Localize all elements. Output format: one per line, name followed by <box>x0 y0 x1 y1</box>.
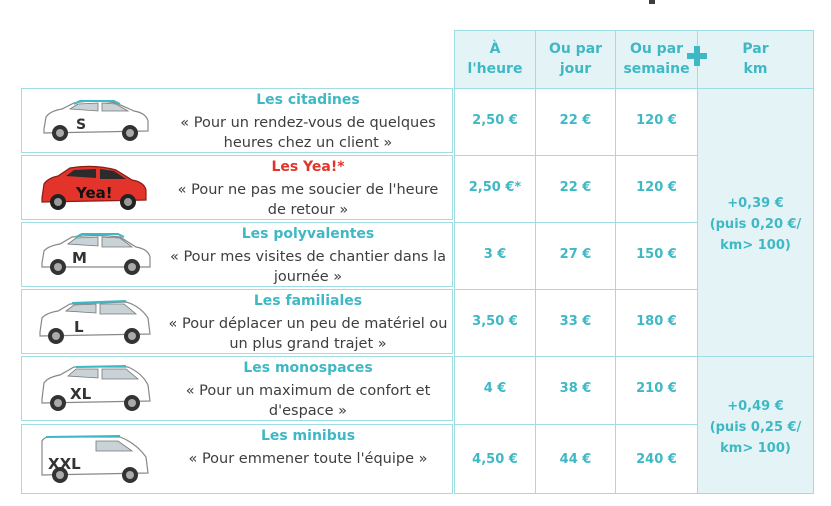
km-price-detail: (puis 0,20 €/ <box>709 217 802 232</box>
svg-text:XL: XL <box>70 385 92 403</box>
price-week: 180 € <box>636 314 677 329</box>
price-hour: 2,50 € <box>472 113 518 128</box>
car-m-icon <box>36 229 154 281</box>
price-week: 150 € <box>636 247 677 262</box>
car-yea-icon <box>36 162 154 214</box>
price-hour: 2,50 €* <box>468 180 522 195</box>
price-day: 22 € <box>559 113 592 128</box>
price-week: 120 € <box>636 113 677 128</box>
km-price-detail: (puis 0,25 €/ <box>709 420 802 435</box>
grid-line <box>697 88 814 89</box>
km-price-main: +0,39 € <box>727 196 784 211</box>
plus-icon <box>686 45 708 67</box>
row-description: « Pour déplacer un peu de matériel ou un plus grand trajet » <box>168 316 448 352</box>
row-title: Les Yea!* <box>271 159 345 175</box>
row-title: Les familiales <box>253 293 363 309</box>
column-header-hour: À l'heure <box>467 41 523 77</box>
price-hour: 4 € <box>483 381 507 396</box>
price-hour: 3 € <box>483 247 507 262</box>
price-day: 22 € <box>559 180 592 195</box>
car-l-icon <box>36 296 154 348</box>
row-title: Les monospaces <box>243 360 373 376</box>
price-week: 210 € <box>636 381 677 396</box>
price-week: 240 € <box>636 452 677 467</box>
price-week: 120 € <box>636 180 677 195</box>
row-title: Les citadines <box>256 92 360 108</box>
price-day: 44 € <box>559 452 592 467</box>
km-price-detail: km> 100) <box>720 238 791 253</box>
price-day: 27 € <box>559 247 592 262</box>
grid-line <box>454 424 697 425</box>
price-day: 33 € <box>559 314 592 329</box>
row-description: « Pour ne pas me soucier de l'heure de retour » <box>177 182 439 218</box>
row-description: « Pour emmener toute l'équipe » <box>188 451 428 467</box>
table-row <box>21 222 453 287</box>
row-title: Les polyvalentes <box>241 226 375 242</box>
column-header-km: Par km <box>742 41 769 77</box>
price-hour: 3,50 € <box>472 314 518 329</box>
km-price-group <box>697 193 814 256</box>
table-row <box>21 155 453 220</box>
svg-text:S: S <box>76 117 87 133</box>
price-day: 38 € <box>559 381 592 396</box>
top-edge-mark <box>649 0 655 4</box>
km-price-detail: km> 100) <box>720 441 791 456</box>
table-row <box>21 424 453 494</box>
km-price-main: +0,49 € <box>727 399 784 414</box>
svg-text:XXL: XXL <box>48 455 81 473</box>
svg-text:Yea!: Yea! <box>76 184 113 202</box>
row-title: Les minibus <box>260 428 356 444</box>
svg-text:M: M <box>72 249 87 267</box>
row-description: « Pour un maximum de confort et d'espace » <box>185 383 431 419</box>
row-description: « Pour un rendez-vous de quelques heures chez un client » <box>180 115 436 151</box>
row-description: « Pour mes visites de chantier dans la journée » <box>169 249 447 285</box>
car-s-icon <box>36 95 154 147</box>
column-header-week: Ou par semaine <box>623 41 690 77</box>
table-row <box>21 356 453 421</box>
price-hour: 4,50 € <box>472 452 518 467</box>
car-xxl-icon <box>36 433 154 485</box>
car-xl-icon <box>36 363 154 415</box>
table-row <box>21 88 453 153</box>
grid-line <box>454 493 697 494</box>
column-header-day: Ou par jour <box>548 41 603 77</box>
table-row <box>21 289 453 354</box>
svg-text:L: L <box>74 318 84 336</box>
grid-line <box>697 356 814 357</box>
km-price-group <box>697 396 814 459</box>
